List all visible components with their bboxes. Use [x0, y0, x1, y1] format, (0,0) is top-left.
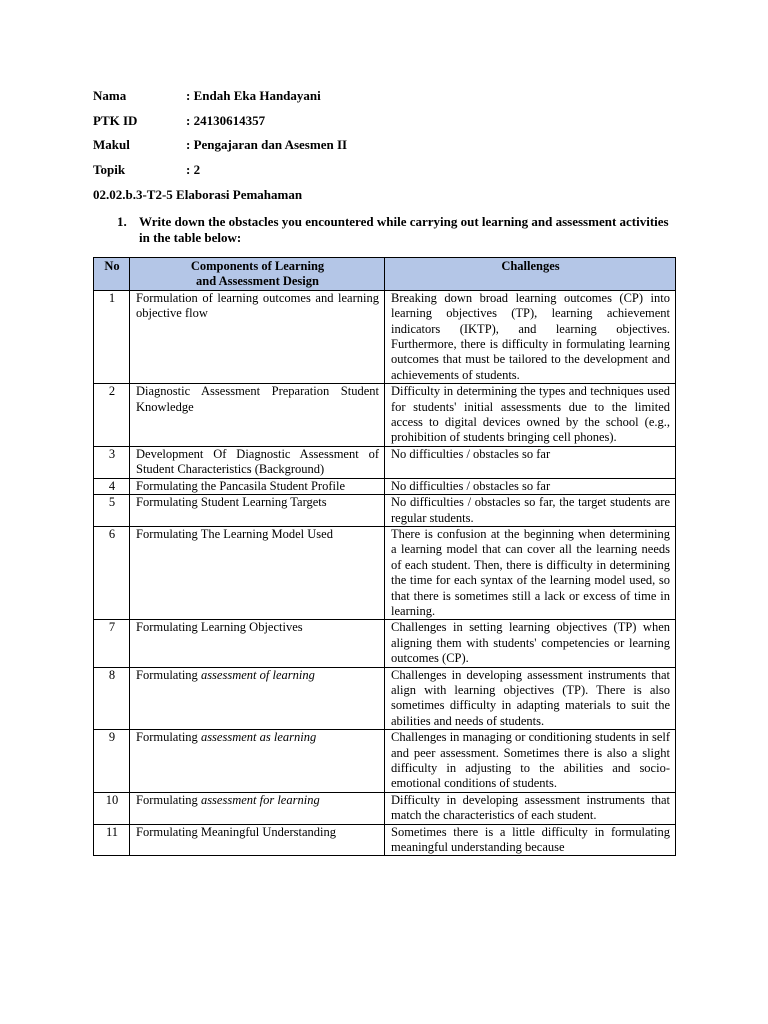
component-prefix: Formulating	[136, 730, 201, 745]
challenge-cell: No difficulties / obstacles so far, the target students are regular students.	[385, 495, 676, 527]
header-no: No	[94, 258, 130, 291]
table-row	[94, 290, 676, 383]
question-text: Write down the obstacles you encountered while carrying out learning and assessment activities in the table below:	[139, 214, 669, 245]
component-italic-term: assessment as learning	[200, 730, 317, 745]
component-cell: Formulating The Learning Model Used	[130, 526, 385, 619]
ptk-id-value: : 24130614357	[186, 112, 266, 128]
challenges-table	[93, 257, 676, 856]
component-cell	[130, 792, 385, 824]
component-cell	[130, 667, 385, 730]
header-challenges: Challenges	[385, 258, 676, 291]
topic-row	[93, 162, 347, 187]
component-cell	[130, 730, 385, 793]
table-row	[94, 446, 676, 478]
row-number: 8	[94, 667, 130, 730]
challenge-cell: Breaking down broad learning outcomes (CP) into learning objectives (TP), learning achievement indicators (IKTP), and learning objectives. Furthermore, there is difficulty in formulating learning outcomes that must be tailored to the development and achievements of students.	[385, 290, 676, 383]
table-row	[94, 384, 676, 447]
challenge-cell: No difficulties / obstacles so far	[385, 478, 676, 494]
row-number: 5	[94, 495, 130, 527]
row-number: 10	[94, 792, 130, 824]
component-cell: Formulating the Pancasila Student Profile	[130, 478, 385, 494]
table-row	[94, 495, 676, 527]
challenge-cell: Challenges in developing assessment instruments that align with learning objectives (TP). There is also sometimes difficulty in adapting materials to suit the abilities and needs of students.	[385, 667, 676, 730]
component-cell: Development Of Diagnostic Assessment of Student Characteristics (Background)	[130, 446, 385, 478]
name-row	[93, 88, 347, 113]
row-number: 7	[94, 620, 130, 667]
topic-value: : 2	[186, 161, 201, 177]
table-row	[94, 526, 676, 619]
component-cell: Formulation of learning outcomes and learning objective flow	[130, 290, 385, 383]
component-italic-term: assessment of learning	[200, 667, 315, 682]
assignment-code-title: 02.02.b.3-T2-5 Elaborasi Pemahaman	[93, 187, 303, 202]
component-italic-term: assessment for learning	[200, 792, 320, 807]
identity-block	[93, 88, 347, 186]
header-components-line2: and Assessment Design	[196, 274, 319, 289]
challenge-cell: Sometimes there is a little difficulty in formulating meaningful understanding because	[385, 824, 676, 856]
component-cell: Formulating Student Learning Targets	[130, 495, 385, 527]
question-number: 1.	[117, 214, 127, 229]
challenge-cell: No difficulties / obstacles so far	[385, 446, 676, 478]
topic-label: Topik	[93, 161, 126, 177]
challenge-cell: Challenges in setting learning objectives (TP) when aligning them with students' competencies or learning outcomes (CP).	[385, 620, 676, 667]
ptk-id-row	[93, 113, 347, 138]
table-row	[94, 478, 676, 494]
component-prefix: Formulating	[136, 667, 201, 682]
challenge-cell: Challenges in managing or conditioning students in self and peer assessment. Sometimes there is also a slight difficulty in adjusting to the abilities and socio-emotional conditions of students.	[385, 730, 676, 793]
component-prefix: Formulating	[136, 792, 201, 807]
ptk-id-label: PTK ID	[93, 112, 138, 128]
row-number: 11	[94, 824, 130, 856]
row-number: 9	[94, 730, 130, 793]
row-number: 1	[94, 290, 130, 383]
table-row	[94, 620, 676, 667]
row-number: 2	[94, 384, 130, 447]
row-number: 4	[94, 478, 130, 494]
row-number: 6	[94, 526, 130, 619]
challenge-cell: There is confusion at the beginning when determining a learning model that can cover all the learning needs of each student. Then, there is difficulty in determining the time for each syntax of the learning model used, so that there is sometimes still a lack or excess of time in learning.	[385, 526, 676, 619]
challenge-cell: Difficulty in developing assessment instruments that match the characteristics of each student.	[385, 792, 676, 824]
table-header-row	[94, 258, 676, 291]
component-cell: Formulating Learning Objectives	[130, 620, 385, 667]
table-row	[94, 667, 676, 730]
challenge-cell: Difficulty in determining the types and techniques used for students' initial assessments due to the limited access to digital devices owned by the school (e.g., prohibition of students bringing cell phones).	[385, 384, 676, 447]
course-row	[93, 137, 347, 162]
name-value: : Endah Eka Handayani	[186, 88, 321, 103]
name-label: Nama	[93, 88, 127, 103]
header-components	[130, 258, 385, 291]
table-row	[94, 824, 676, 856]
table-row	[94, 792, 676, 824]
table-row	[94, 730, 676, 793]
course-label: Makul	[93, 137, 130, 152]
question-1	[117, 214, 677, 246]
component-cell: Formulating Meaningful Understanding	[130, 824, 385, 856]
row-number: 3	[94, 446, 130, 478]
course-value: : Pengajaran dan Asesmen II	[186, 137, 348, 152]
header-components-line1: Components of Learning	[190, 259, 325, 273]
component-cell: Diagnostic Assessment Preparation Student Knowledge	[130, 384, 385, 447]
